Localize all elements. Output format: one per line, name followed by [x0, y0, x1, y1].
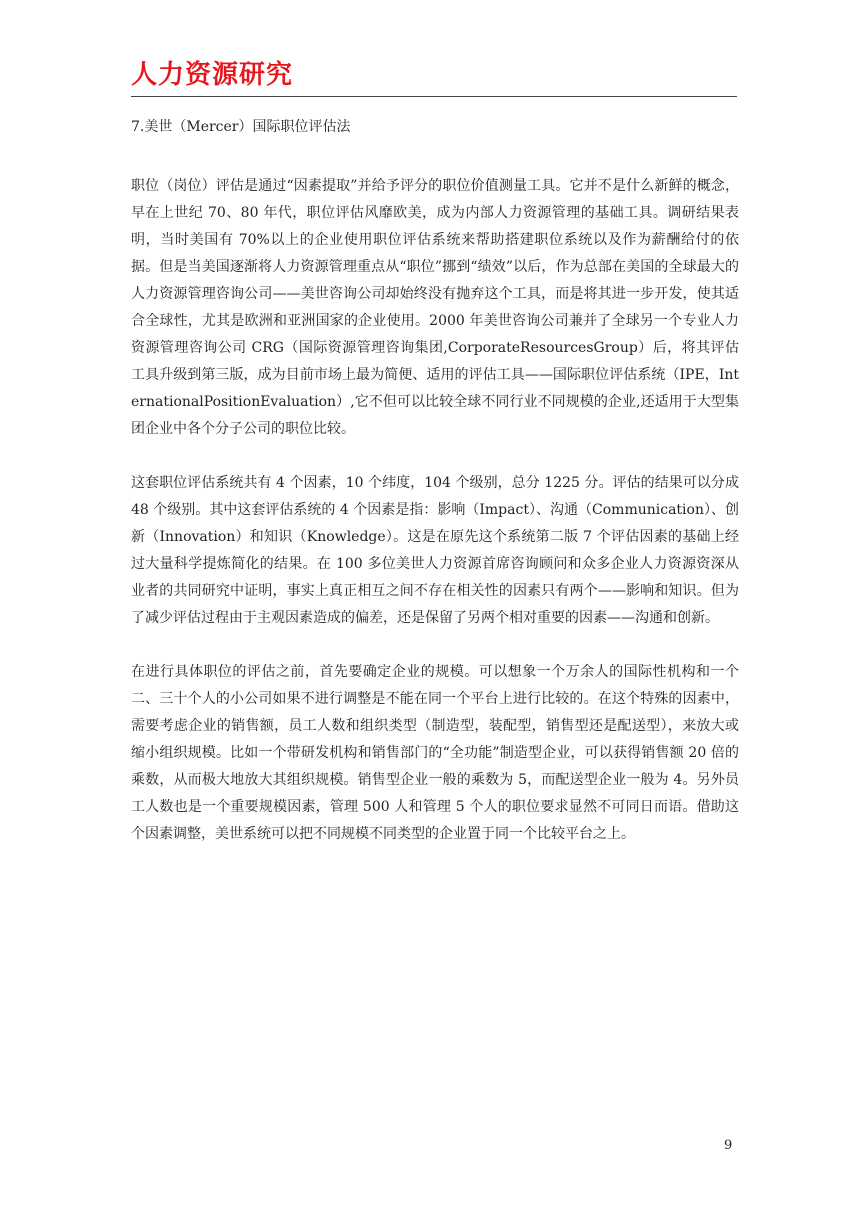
header-divider: [131, 96, 737, 97]
paragraph-3: 在进行具体职位的评估之前，首先要确定企业的规模。可以想象一个万余人的国际性机构和一个二、三十个人的小公司如果不进行调整是不能在同一个平台上进行比较的。在这个特殊的因素中，需要考虑企业的销售额，员工人数和组织类型（制造型，装配型，销售型还是配送型），来放大或缩小组织规模。比如一个带研发机构和销售部门的“全功能”制造型企业，可以获得销售额 20 倍的乘数，从而极大地放大其组织规模。销售型企业一般的乘数为 5，而配送型企业一般为 4。另外员工人数也是一个重要规模因素，管理 500 人和管理 5 个人的职位要求显然不可同日而语。借助这个因素调整，美世系统可以把不同规模不同类型的企业置于同一个比较平台之上。: [131, 664, 739, 842]
document-body: [131, 112, 739, 875]
paragraph-1: 职位（岗位）评估是通过“因素提取”并给予评分的职位价值测量工具。它并不是什么新鲜的概念，早在上世纪 70、80 年代，职位评估风靡欧美，成为内部人力资源管理的基础工具。调研结果表明，当时美国有 70%以上的企业使用职位评估系统来帮助搭建职位系统以及作为薪酬给付的依据。但是当美国逐渐将人力资源管理重点从“职位”挪到“绩效”以后，作为总部在美国的全球最大的人力资源管理咨询公司——美世咨询公司却始终没有抛弃这个工具，而是将其进一步开发，使其适合全球性，尤其是欧洲和亚洲国家的企业使用。2000 年美世咨询公司兼并了全球另一个专业人力资源管理咨询公司 CRG（国际资源管理咨询集团,CorporateResourcesGroup）后，将其评估工具升级到第三版，成为目前市场上最为简便、适用的评估工具——国际职位评估系统（IPE，InternationalPositionEvaluation）,它不但可以比较全球不同行业不同规模的企业,还适用于大型集团企业中各个分子公司的职位比较。: [131, 178, 739, 437]
page-number: 9: [724, 1138, 733, 1153]
paragraph-2: 这套职位评估系统共有 4 个因素，10 个纬度，104 个级别，总分 1225 分。评估的结果可以分成 48 个级别。其中这套评估系统的 4 个因素是指：影响（Impact）、沟通（Communication）、创新（Innovation）和知识（Knowledge）。这是在原先这个系统第二版 7 个评估因素的基础上经过大量科学提炼简化的结果。在 100 多位美世人力资源首席咨询顾问和众多企业人力资源资深从业者的共同研究中证明，事实上真正相互之间不存在相关性的因素只有两个——影响和知识。但为了减少评估过程由于主观因素造成的偏差，还是保留了另两个相对重要的因素——沟通和创新。: [131, 475, 739, 626]
document-header-title: 人力资源研究: [131, 60, 294, 90]
section-heading: 7.美世（Mercer）国际职位评估法: [131, 119, 351, 135]
